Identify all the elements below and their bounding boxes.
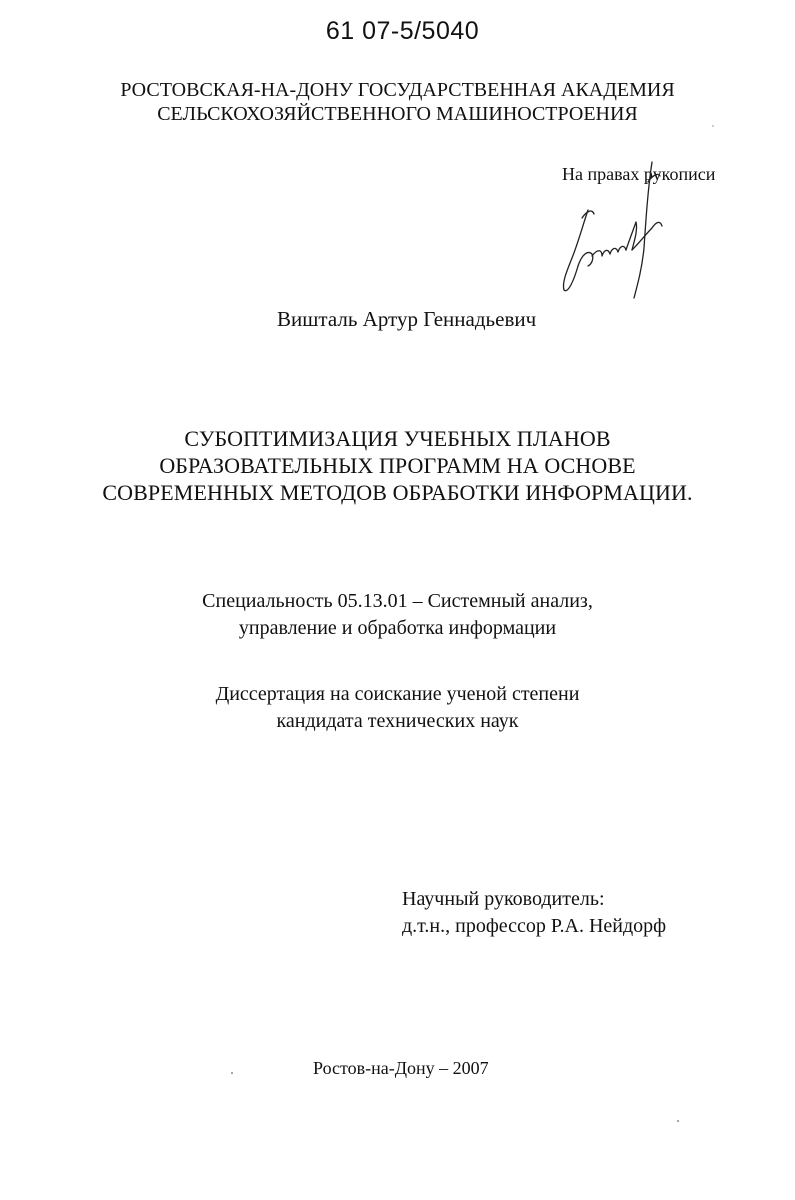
supervisor-block	[402, 886, 666, 940]
specialty-line-1: Специальность 05.13.01 – Системный анализ,	[202, 590, 593, 612]
degree-statement	[0, 681, 795, 735]
institution-name	[0, 78, 795, 126]
title-line-2: ОБРАЗОВАТЕЛЬНЫХ ПРОГРАММ НА ОСНОВЕ	[159, 453, 636, 478]
degree-line-2: кандидата технических наук	[276, 710, 519, 732]
scan-speck	[712, 125, 714, 127]
supervisor-name: д.т.н., профессор Р.А. Нейдорф	[402, 915, 667, 937]
title-line-1: СУБОПТИМИЗАЦИЯ УЧЕБНЫХ ПЛАНОВ	[184, 426, 611, 451]
dissertation-title	[0, 425, 795, 506]
catalog-number: 61 07-5/5040	[325, 17, 480, 45]
place-and-year: Ростов-на-Дону – 2007	[313, 1058, 489, 1078]
scan-speck	[231, 1072, 233, 1074]
institution-line-2: СЕЛЬСКОХОЗЯЙСТВЕННОГО МАШИНОСТРОЕНИЯ	[157, 103, 638, 125]
specialty-line-2: управление и обработка информации	[238, 617, 557, 639]
specialty	[0, 588, 795, 642]
handwritten-signature	[548, 158, 678, 308]
title-line-3: СОВРЕМЕННЫХ МЕТОДОВ ОБРАБОТКИ ИНФОРМАЦИИ.	[102, 480, 693, 505]
author-name: Вишталь Артур Геннадьевич	[277, 307, 537, 331]
supervisor-label: Научный руководитель:	[402, 888, 605, 910]
rights-note: На правах рукописи	[562, 164, 716, 184]
degree-line-1: Диссертация на соискание ученой степени	[215, 683, 580, 705]
scan-speck	[677, 1120, 679, 1122]
institution-line-1: РОСТОВСКАЯ-НА-ДОНУ ГОСУДАРСТВЕННАЯ АКАДЕМИЯ	[120, 79, 675, 101]
